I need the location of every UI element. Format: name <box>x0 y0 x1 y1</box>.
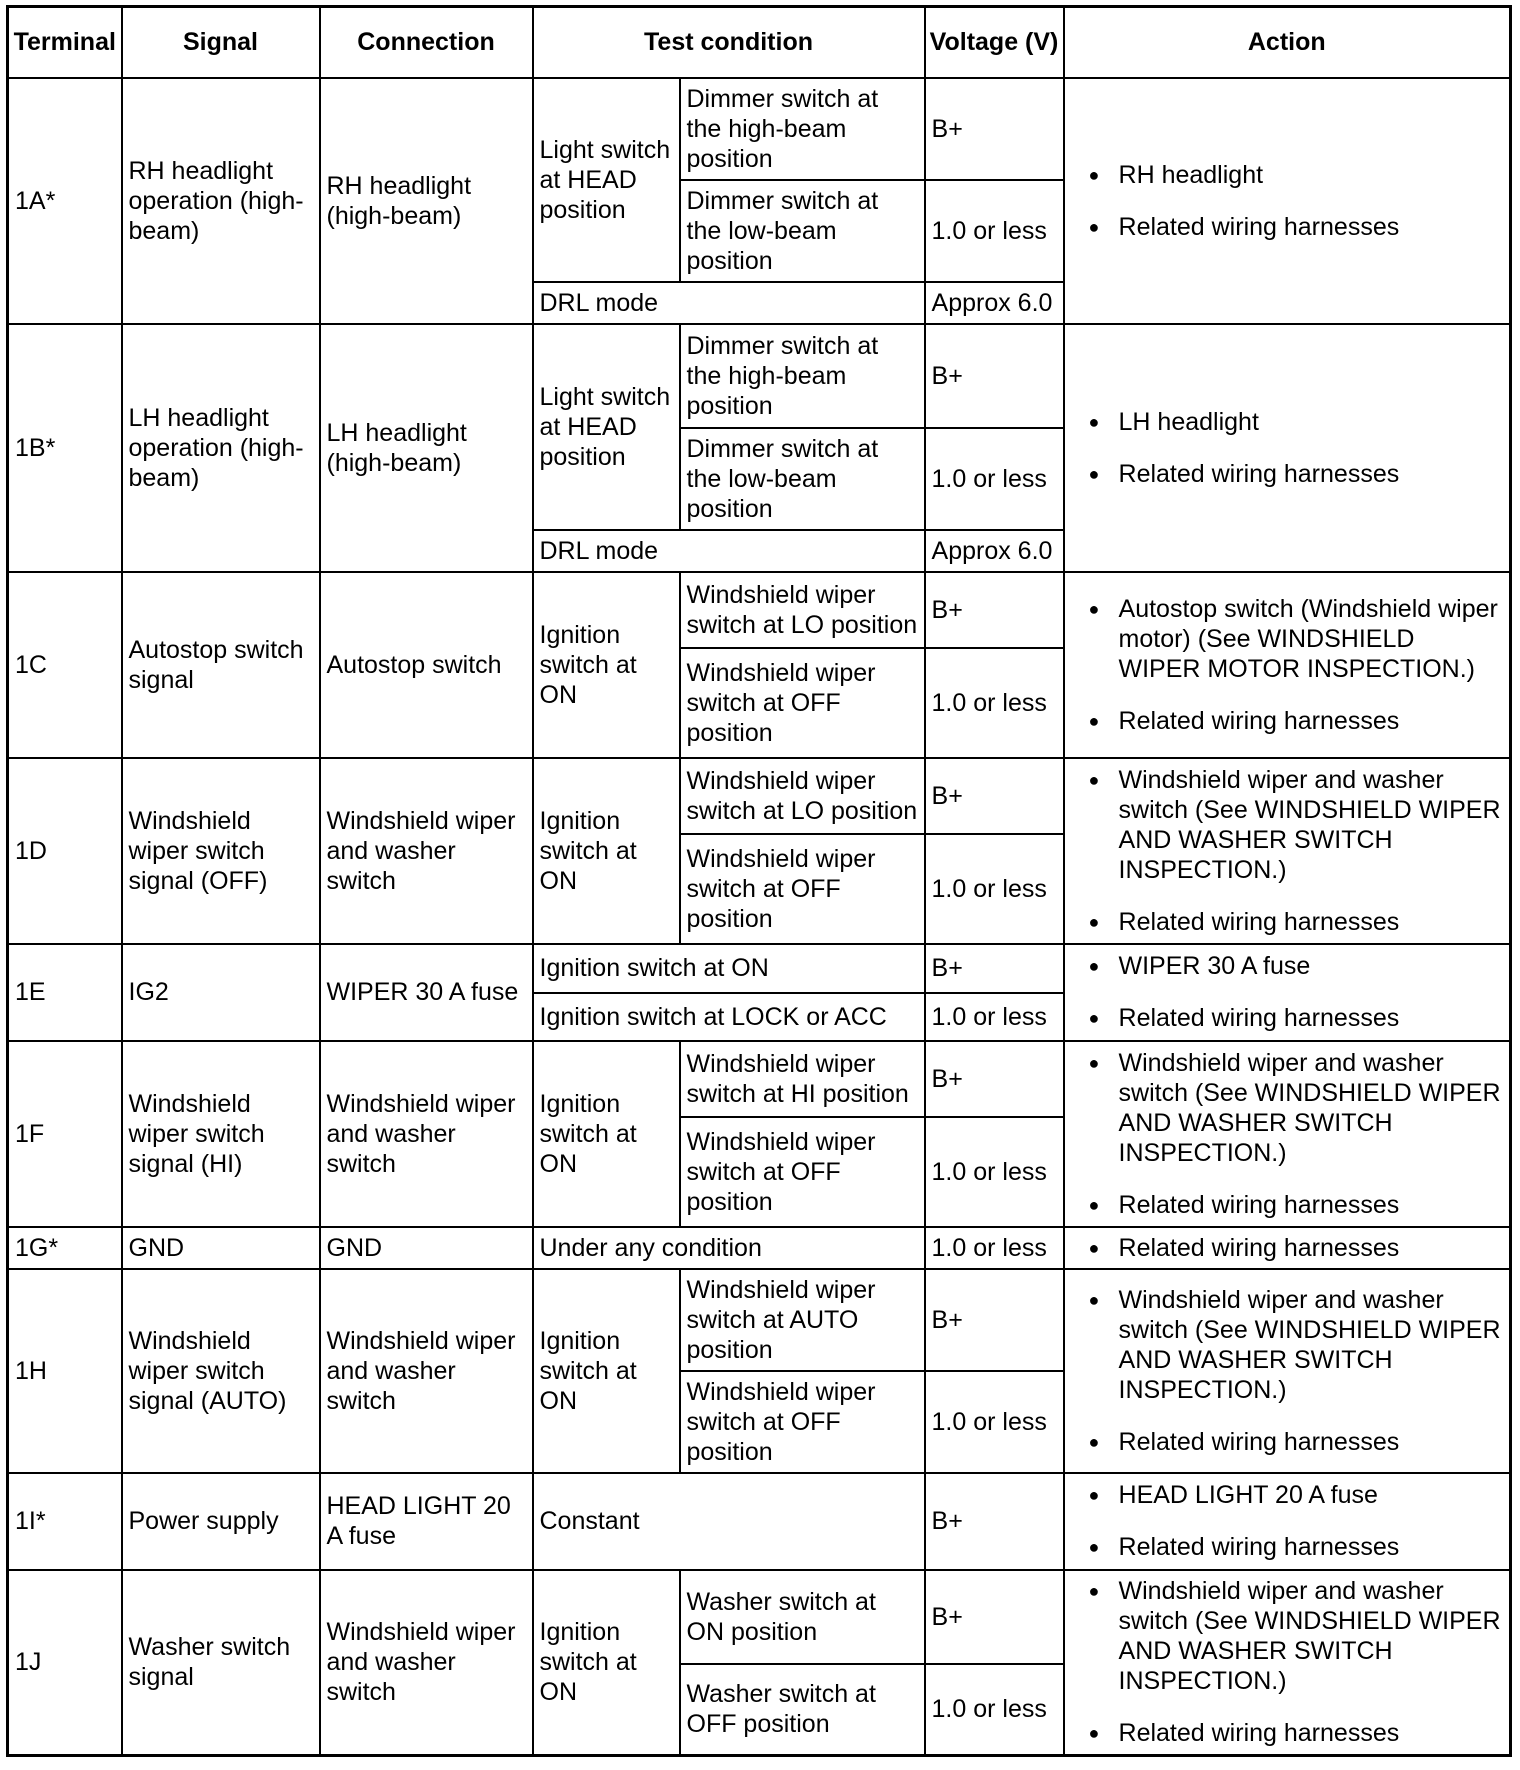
voltage-cell: 1.0 or less <box>925 1664 1064 1756</box>
action-item: ● RH headlight <box>1089 160 1504 190</box>
table-row <box>8 1041 1511 1117</box>
action-item: ● Related wiring harnesses <box>1089 212 1504 242</box>
action-cell <box>1064 572 1511 758</box>
action-item: ● Windshield wiper and washer switch (See WINDSHIELD WIPER AND WASHER SWITCH INSPECTION.) <box>1089 1048 1504 1168</box>
action-cell <box>1064 1227 1511 1269</box>
sub-condition-cell: Washer switch at ON position <box>680 1570 925 1664</box>
connection-cell: RH headlight (high-beam) <box>320 78 533 324</box>
action-item: ● Related wiring harnesses <box>1089 1190 1504 1220</box>
condition-cell: DRL mode <box>533 282 925 324</box>
header-terminal: Terminal <box>8 7 122 78</box>
connection-cell: Autostop switch <box>320 572 533 758</box>
connection-cell: WIPER 30 A fuse <box>320 944 533 1041</box>
action-cell <box>1064 78 1511 324</box>
connection-cell: Windshield wiper and washer switch <box>320 1570 533 1756</box>
sub-condition-cell: Windshield wiper switch at LO position <box>680 758 925 834</box>
condition-cell: Ignition switch at ON <box>533 572 680 758</box>
signal-cell: Autostop switch signal <box>122 572 320 758</box>
terminal-cell: 1E <box>8 944 122 1041</box>
condition-cell: Constant <box>533 1473 925 1570</box>
signal-cell: Windshield wiper switch signal (HI) <box>122 1041 320 1227</box>
sub-condition-cell: Windshield wiper switch at OFF position <box>680 834 925 944</box>
signal-cell: Windshield wiper switch signal (OFF) <box>122 758 320 944</box>
table-row <box>8 78 1511 180</box>
action-item: ● Related wiring harnesses <box>1089 1718 1504 1748</box>
voltage-cell: B+ <box>925 1041 1064 1117</box>
action-cell <box>1064 944 1511 1041</box>
sub-condition-cell: Dimmer switch at the high-beam position <box>680 78 925 180</box>
action-item: ● Windshield wiper and washer switch (See WINDSHIELD WIPER AND WASHER SWITCH INSPECTION.) <box>1089 765 1504 885</box>
sub-condition-cell: Windshield wiper switch at HI position <box>680 1041 925 1117</box>
voltage-cell: B+ <box>925 758 1064 834</box>
signal-cell: Washer switch signal <box>122 1570 320 1756</box>
terminal-cell: 1F <box>8 1041 122 1227</box>
connection-cell: Windshield wiper and washer switch <box>320 1269 533 1473</box>
action-item: ● Related wiring harnesses <box>1089 706 1504 736</box>
connection-cell: Windshield wiper and washer switch <box>320 1041 533 1227</box>
signal-cell: GND <box>122 1227 320 1269</box>
action-cell <box>1064 1041 1511 1227</box>
sub-condition-cell: Windshield wiper switch at OFF position <box>680 1117 925 1227</box>
connection-cell: GND <box>320 1227 533 1269</box>
terminal-cell: 1G* <box>8 1227 122 1269</box>
connection-cell: Windshield wiper and washer switch <box>320 758 533 944</box>
voltage-cell: 1.0 or less <box>925 1117 1064 1227</box>
voltage-cell: Approx 6.0 <box>925 530 1064 572</box>
condition-cell: Ignition switch at ON <box>533 758 680 944</box>
signal-cell: Power supply <box>122 1473 320 1570</box>
condition-cell: Ignition switch at ON <box>533 1041 680 1227</box>
terminal-voltage-table <box>6 5 1512 1757</box>
connection-cell: LH headlight (high-beam) <box>320 324 533 572</box>
signal-cell: IG2 <box>122 944 320 1041</box>
voltage-cell: 1.0 or less <box>925 648 1064 758</box>
terminal-cell: 1B* <box>8 324 122 572</box>
voltage-cell: B+ <box>925 1473 1064 1570</box>
sub-condition-cell: Dimmer switch at the high-beam position <box>680 324 925 428</box>
action-item: ● Related wiring harnesses <box>1089 907 1504 937</box>
sub-condition-cell: Washer switch at OFF position <box>680 1664 925 1756</box>
action-cell <box>1064 1473 1511 1570</box>
signal-cell: LH headlight operation (high-beam) <box>122 324 320 572</box>
connection-cell: HEAD LIGHT 20 A fuse <box>320 1473 533 1570</box>
table-row <box>8 1227 1511 1269</box>
voltage-cell: 1.0 or less <box>925 180 1064 282</box>
action-item: ● WIPER 30 A fuse <box>1089 951 1504 981</box>
sub-condition-cell: Dimmer switch at the low-beam position <box>680 428 925 530</box>
action-cell <box>1064 324 1511 572</box>
condition-cell: Ignition switch at LOCK or ACC <box>533 993 925 1041</box>
terminal-cell: 1D <box>8 758 122 944</box>
header-action: Action <box>1064 7 1511 78</box>
action-item: ● Autostop switch (Windshield wiper motor) (See WINDSHIELD WIPER MOTOR INSPECTION.) <box>1089 594 1504 684</box>
table-row <box>8 944 1511 993</box>
voltage-cell: 1.0 or less <box>925 993 1064 1041</box>
header-connection: Connection <box>320 7 533 78</box>
table-row <box>8 1570 1511 1664</box>
action-item: ● Related wiring harnesses <box>1089 1427 1504 1457</box>
condition-cell: Ignition switch at ON <box>533 944 925 993</box>
voltage-cell: B+ <box>925 944 1064 993</box>
action-item: ● Related wiring harnesses <box>1089 1233 1504 1263</box>
signal-cell: RH headlight operation (high-beam) <box>122 78 320 324</box>
header-row <box>8 7 1511 78</box>
voltage-cell: 1.0 or less <box>925 1371 1064 1473</box>
voltage-cell: 1.0 or less <box>925 1227 1064 1269</box>
action-item: ● HEAD LIGHT 20 A fuse <box>1089 1480 1504 1510</box>
table-row <box>8 758 1511 834</box>
condition-cell: Light switch at HEAD position <box>533 78 680 282</box>
condition-cell: Ignition switch at ON <box>533 1269 680 1473</box>
table-row <box>8 324 1511 428</box>
signal-cell: Windshield wiper switch signal (AUTO) <box>122 1269 320 1473</box>
voltage-cell: B+ <box>925 78 1064 180</box>
header-signal: Signal <box>122 7 320 78</box>
action-item: ● Windshield wiper and washer switch (See WINDSHIELD WIPER AND WASHER SWITCH INSPECTION.) <box>1089 1285 1504 1405</box>
sub-condition-cell: Windshield wiper switch at OFF position <box>680 1371 925 1473</box>
voltage-cell: B+ <box>925 324 1064 428</box>
sub-condition-cell: Dimmer switch at the low-beam position <box>680 180 925 282</box>
terminal-cell: 1C <box>8 572 122 758</box>
header-voltage: Voltage (V) <box>925 7 1064 78</box>
terminal-cell: 1H <box>8 1269 122 1473</box>
action-item: ● Related wiring harnesses <box>1089 459 1504 489</box>
voltage-cell: B+ <box>925 1570 1064 1664</box>
voltage-cell: B+ <box>925 1269 1064 1371</box>
condition-cell: Light switch at HEAD position <box>533 324 680 530</box>
action-cell <box>1064 758 1511 944</box>
sub-condition-cell: Windshield wiper switch at AUTO position <box>680 1269 925 1371</box>
condition-cell: Ignition switch at ON <box>533 1570 680 1756</box>
voltage-cell: 1.0 or less <box>925 428 1064 530</box>
terminal-cell: 1I* <box>8 1473 122 1570</box>
voltage-cell: 1.0 or less <box>925 834 1064 944</box>
table-row <box>8 572 1511 648</box>
table-row <box>8 1473 1511 1570</box>
condition-cell: Under any condition <box>533 1227 925 1269</box>
action-item: ● Windshield wiper and washer switch (See WINDSHIELD WIPER AND WASHER SWITCH INSPECTION.) <box>1089 1576 1504 1696</box>
voltage-cell: B+ <box>925 572 1064 648</box>
action-item: ● LH headlight <box>1089 407 1504 437</box>
action-item: ● Related wiring harnesses <box>1089 1003 1504 1033</box>
action-cell <box>1064 1269 1511 1473</box>
terminal-cell: 1J <box>8 1570 122 1756</box>
condition-cell: DRL mode <box>533 530 925 572</box>
voltage-cell: Approx 6.0 <box>925 282 1064 324</box>
action-cell <box>1064 1570 1511 1756</box>
terminal-cell: 1A* <box>8 78 122 324</box>
action-item: ● Related wiring harnesses <box>1089 1532 1504 1562</box>
sub-condition-cell: Windshield wiper switch at LO position <box>680 572 925 648</box>
header-test-condition: Test condition <box>533 7 925 78</box>
table-row <box>8 1269 1511 1371</box>
sub-condition-cell: Windshield wiper switch at OFF position <box>680 648 925 758</box>
terminal-voltage-table-container <box>6 5 1512 1757</box>
